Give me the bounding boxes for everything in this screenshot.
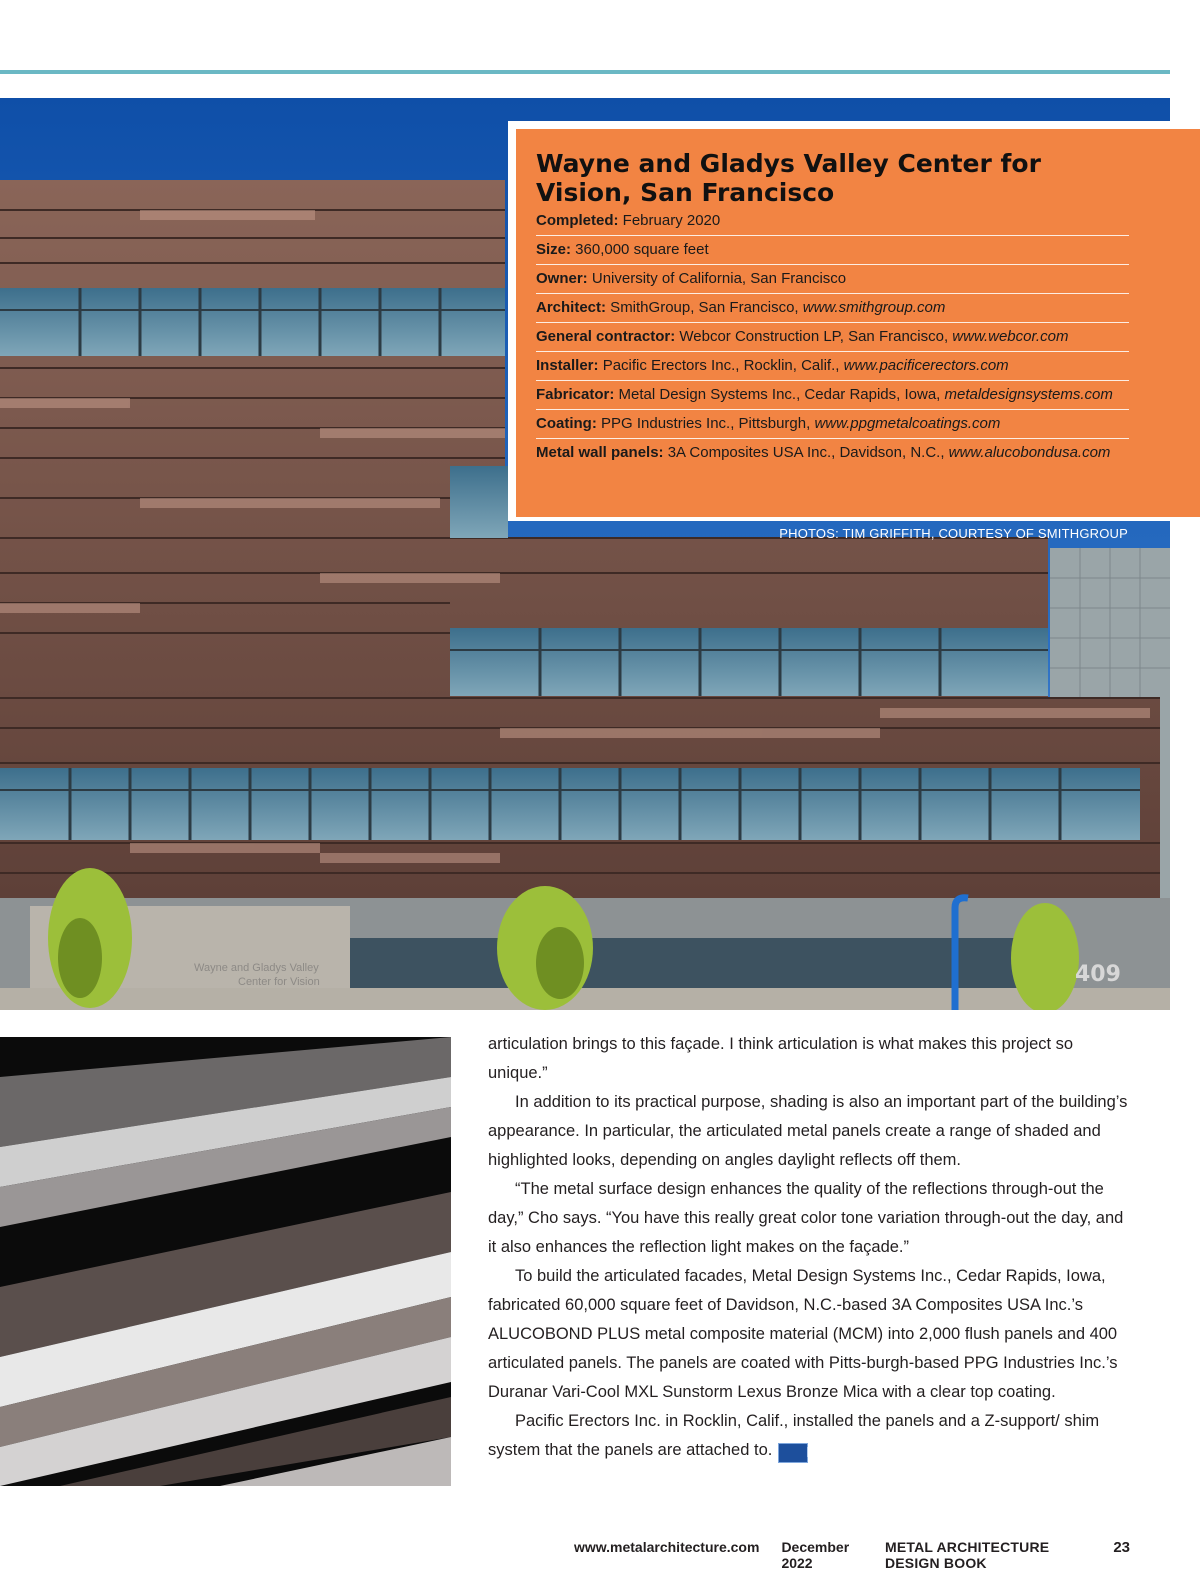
- page-footer: [574, 1539, 1130, 1571]
- spec-label: Owner:: [536, 270, 588, 287]
- spec-label: Size:: [536, 241, 572, 258]
- spec-link[interactable]: www.webcor.com: [952, 328, 1069, 345]
- footer-publication: METAL ARCHITECTURE DESIGN BOOK: [884, 1539, 1050, 1571]
- spec-value: PPG Industries Inc., Pittsburgh,: [596, 415, 815, 432]
- spec-link[interactable]: www.ppgmetalcoatings.com: [814, 415, 1001, 432]
- spec-label: Metal wall panels:: [536, 444, 664, 461]
- spec-value: 360,000 square feet: [571, 241, 709, 258]
- photo-credit: PHOTOS: TIM GRIFFITH, COURTESY OF SMITHGROUP: [779, 526, 1128, 541]
- article-body: [488, 1030, 1128, 1465]
- spec-row: [536, 438, 1129, 467]
- panel-detail-photo: [0, 1037, 451, 1486]
- building-number: 409: [1075, 962, 1121, 987]
- article-paragraph-4: To build the articulated facades, Metal Design Systems Inc., Cedar Rapids, Iowa, fabricated 60,000 square feet of Davidson, N.C.-based 3A Composites USA Inc.’s ALUCOBOND PLUS metal composite material (MCM) into 2,000 flush panels and 400 articulated panels. The panels are coated with Pitts-burgh-based PPG Industries Inc.’s Duranar Vari-Cool MXL Sunstorm Lexus Bronze Mica with a clear top coating.: [488, 1267, 1118, 1401]
- building-sign-line1: Wayne and Gladys Valley: [194, 962, 319, 974]
- spec-row: [536, 351, 1129, 380]
- project-title: Wayne and Gladys Valley Center for Vision, San Francisco: [536, 149, 1041, 207]
- spec-row: [536, 235, 1129, 264]
- spec-row: [536, 264, 1129, 293]
- project-info-box: [508, 121, 1200, 521]
- spec-label: Completed:: [536, 212, 619, 229]
- spec-link[interactable]: www.alucobondusa.com: [948, 444, 1111, 461]
- spec-label: Installer:: [536, 357, 599, 374]
- article-paragraph-3: “The metal surface design enhances the quality of the reflections through-out the day,” Cho says. “You have this really great color tone variation through-out the day, and it also enhances the reflection light makes on the façade.”: [488, 1180, 1124, 1256]
- spec-link[interactable]: metaldesignsystems.com: [944, 386, 1113, 403]
- spec-row: [536, 293, 1129, 322]
- spec-row: [536, 322, 1129, 351]
- end-mark-icon: Ma: [778, 1443, 808, 1463]
- spec-value: 3A Composites USA Inc., Davidson, N.C.,: [663, 444, 949, 461]
- spec-value: February 2020: [618, 212, 721, 229]
- panel-detail-illustration: [0, 1037, 451, 1486]
- footer-url[interactable]: www.metalarchitecture.com: [574, 1539, 760, 1555]
- spec-value: Metal Design Systems Inc., Cedar Rapids, Iowa,: [614, 386, 945, 403]
- building-sign-line2: Center for Vision: [238, 976, 320, 988]
- article-paragraph-1: articulation brings to this façade. I think articulation is what makes this project so unique.”: [488, 1035, 1074, 1082]
- footer-date: December 2022: [781, 1539, 850, 1571]
- spec-label: Fabricator:: [536, 386, 615, 403]
- project-spec-list: [536, 211, 1129, 467]
- article-paragraph-2: In addition to its practical purpose, shading is also an important part of the building’s appearance. In particular, the articulated metal panels create a range of shaded and highlighted looks, depending on angles daylight reflects off them.: [488, 1093, 1128, 1169]
- project-info-panel: [516, 129, 1200, 517]
- spec-label: Architect:: [536, 299, 607, 316]
- header-rule: [0, 70, 1170, 74]
- spec-label: Coating:: [536, 415, 597, 432]
- spec-row: [536, 380, 1129, 409]
- spec-value: SmithGroup, San Francisco,: [606, 299, 803, 316]
- spec-row: [536, 211, 1129, 235]
- article-paragraph-5-text: Pacific Erectors Inc. in Rocklin, Calif., installed the panels and a Z-support/ shim system that the panels are attached to.: [488, 1412, 1100, 1459]
- spec-row: [536, 409, 1129, 438]
- article-paragraph-5: [488, 1407, 1128, 1465]
- spec-link[interactable]: www.pacificerectors.com: [843, 357, 1009, 374]
- spec-link[interactable]: www.smithgroup.com: [802, 299, 946, 316]
- spec-label: General contractor:: [536, 328, 676, 345]
- spec-value: Webcor Construction LP, San Francisco,: [675, 328, 953, 345]
- spec-value: University of California, San Francisco: [587, 270, 847, 287]
- page-number: 23: [1113, 1539, 1130, 1556]
- spec-value: Pacific Erectors Inc., Rocklin, Calif.,: [598, 357, 844, 374]
